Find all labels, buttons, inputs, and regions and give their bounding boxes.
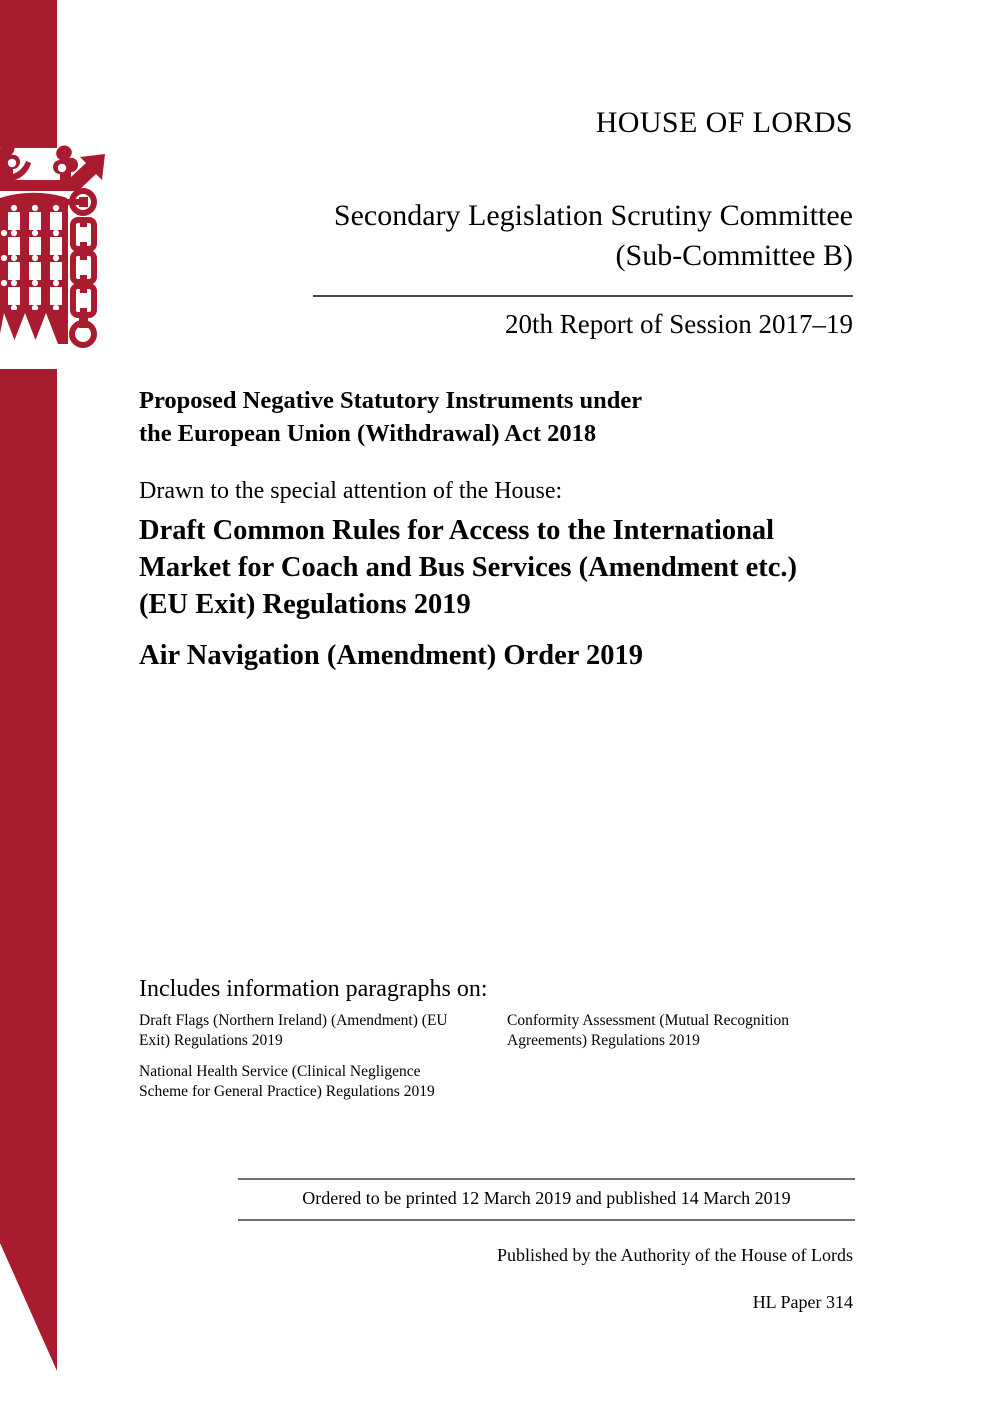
cover-content <box>139 0 853 1401</box>
house-of-lords-portcullis-crest <box>0 141 105 373</box>
ordered-divider-rule-bottom <box>238 1219 855 1221</box>
drawn-to-attention-label: Drawn to the special attention of the House: <box>139 478 563 504</box>
published-by-statement: Published by the Authority of the House of Lords <box>497 1245 853 1265</box>
includes-item: National Health Service (Clinical Negligence Scheme for General Practice) Regulations 2019 <box>139 1063 435 1101</box>
session-report-number: 20th Report of Session 2017–19 <box>505 309 853 339</box>
instrument-title: Air Navigation (Amendment) Order 2019 <box>139 640 643 672</box>
statutory-instruments-heading <box>139 385 839 450</box>
institution-title: HOUSE OF LORDS <box>595 106 853 139</box>
committee-name <box>139 196 853 276</box>
instrument-title: Draft Common Rules for Access to the International Market for Coach and Bus Services (Amendment etc.) (EU Exit) Regulations 2019 <box>139 515 798 621</box>
instrument-titles-list <box>139 512 853 674</box>
ordered-divider-rule-top <box>238 1178 855 1180</box>
spine-top-block <box>0 0 57 148</box>
committee-name-line-2: (Sub-Committee B) <box>615 238 853 272</box>
spine-bottom-block <box>0 369 57 1244</box>
paper-number: HL Paper 314 <box>752 1292 853 1312</box>
committee-name-line-1: Secondary Legislation Scrutiny Committee <box>333 199 853 232</box>
includes-item: Draft Flags (Northern Ireland) (Amendment) (EU Exit) Regulations 2019 <box>139 1012 448 1049</box>
left-red-spine <box>0 0 120 1401</box>
includes-paragraphs-heading: Includes information paragraphs on: <box>139 976 488 1002</box>
includes-item: Conformity Assessment (Mutual Recognition Agreements) Regulations 2019 <box>507 1012 789 1049</box>
includes-column-right <box>507 1011 853 1050</box>
si-heading-line-2: the European Union (Withdrawal) Act 2018 <box>139 419 597 447</box>
ordered-printed-statement: Ordered to be printed 12 March 2019 and published 14 March 2019 <box>302 1188 791 1208</box>
header-divider-rule <box>313 295 853 297</box>
spine-taper-point <box>0 1243 57 1371</box>
includes-column-left <box>139 1011 469 1102</box>
si-heading-line-1: Proposed Negative Statutory Instruments under <box>139 387 643 414</box>
